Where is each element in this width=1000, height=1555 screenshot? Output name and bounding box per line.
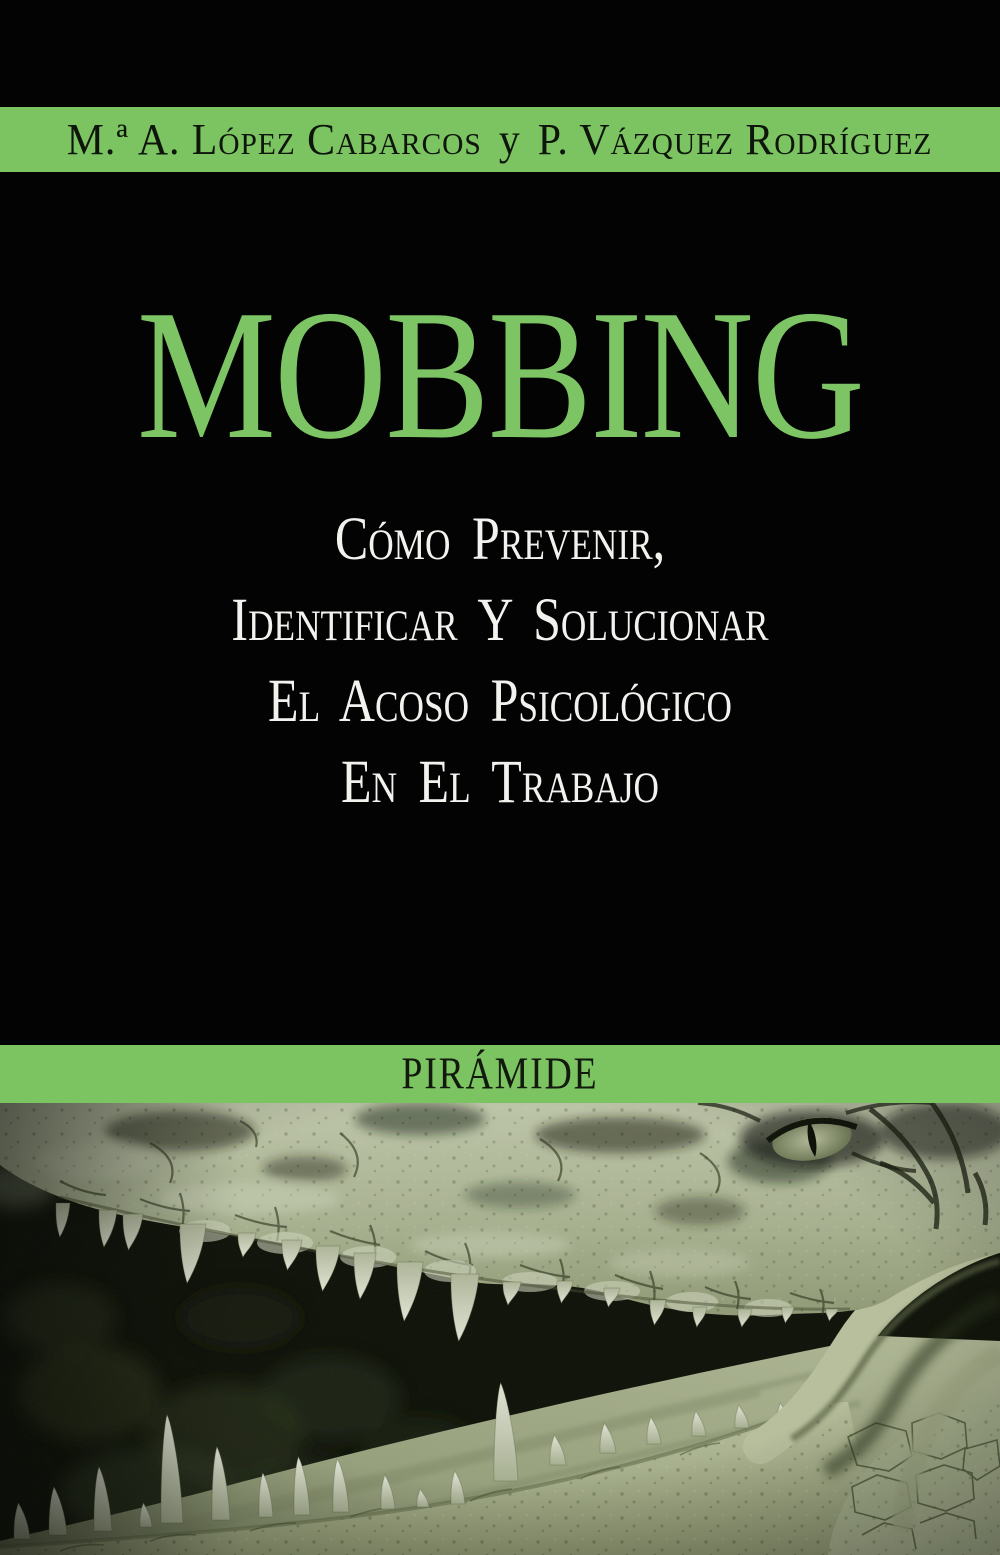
crocodile-artwork	[0, 1103, 1000, 1555]
crocodile-photo	[0, 1103, 1000, 1555]
subtitle-line: El Acoso Psicológico	[268, 668, 732, 735]
author-banner	[0, 107, 1000, 172]
book-subtitle	[90, 499, 910, 823]
author-conjunction: y	[499, 115, 522, 164]
subtitle-line: En El Trabajo	[341, 749, 659, 816]
book-title: MOBBING	[136, 272, 864, 478]
author-name-1: M.ª A. López Cabarcos	[67, 115, 483, 164]
publisher-name: PIRÁMIDE	[401, 1049, 599, 1099]
subtitle-line: Identificar Y Solucionar	[231, 587, 769, 654]
publisher-banner	[0, 1045, 1000, 1103]
subtitle-line: Cómo Prevenir,	[334, 506, 666, 573]
author-line	[67, 114, 933, 165]
author-name-2: P. Vázquez Rodríguez	[538, 115, 933, 164]
